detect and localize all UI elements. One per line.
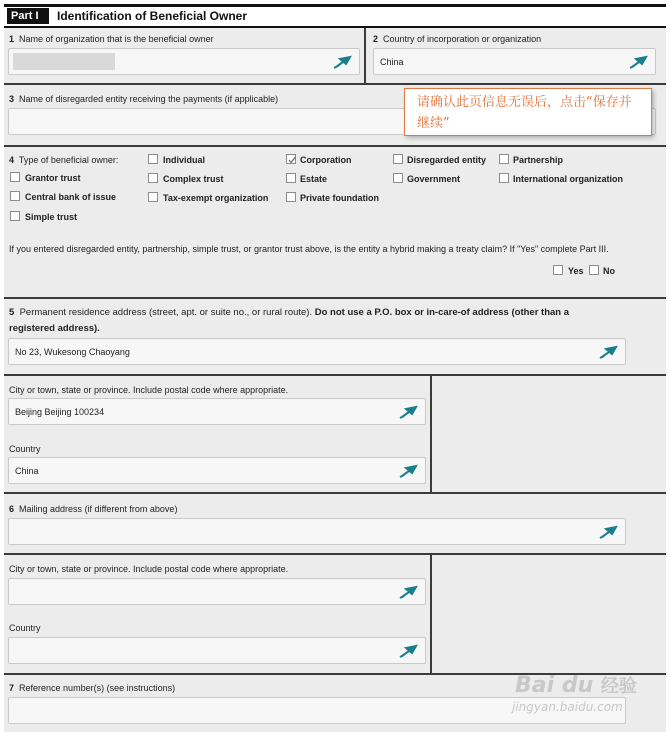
private-foundation-checkbox[interactable] — [286, 192, 296, 202]
grantor-trust-label: Grantor trust — [25, 173, 81, 183]
pen-icon[interactable] — [629, 54, 649, 70]
grantor-trust-checkbox[interactable] — [10, 172, 20, 182]
section-1-label: 1 Name of organization that is the beneficial owner — [9, 34, 214, 44]
country-incorporation-field[interactable] — [373, 48, 656, 75]
permanent-address-field[interactable] — [8, 338, 626, 365]
city-value: Beijing Beijing 100234 — [15, 407, 105, 417]
mailing-city-field[interactable] — [8, 578, 426, 605]
international-organization-checkbox[interactable] — [499, 173, 509, 183]
part-label: Part I — [7, 8, 49, 24]
pen-icon[interactable] — [399, 584, 419, 600]
mailing-country-field[interactable] — [8, 637, 426, 664]
section-2-label: 2 Country of incorporation or organization — [373, 34, 542, 44]
mailing-address-field[interactable] — [8, 518, 626, 545]
estate-checkbox[interactable] — [286, 173, 296, 183]
watermark-logo: Bai du 经验 — [515, 673, 637, 698]
org-name-field[interactable] — [8, 48, 360, 75]
country-value: China — [15, 466, 39, 476]
partnership-checkbox[interactable] — [499, 154, 509, 164]
section-5-label: 5 Permanent residence address (street, apt. or suite no., or rural route). Do not use a P.O. box or in-care-of address (other than a — [9, 307, 570, 318]
check-icon — [287, 155, 297, 165]
pen-icon[interactable] — [333, 54, 353, 70]
tax-exempt-label: Tax-exempt organization — [163, 193, 269, 203]
country-incorporation-value: China — [380, 57, 404, 67]
corporation-checkbox[interactable] — [286, 154, 296, 164]
central-bank-checkbox[interactable] — [10, 191, 20, 201]
partnership-label: Partnership — [513, 155, 564, 165]
individual-checkbox[interactable] — [148, 154, 158, 164]
section-7-label: 7 Reference number(s) (see instructions) — [9, 683, 176, 693]
watermark-url: jingyan.baidu.com — [512, 700, 623, 714]
city-field[interactable] — [8, 398, 426, 425]
disregarded-entity-checkbox[interactable] — [393, 154, 403, 164]
section-6-side — [432, 555, 666, 675]
mailing-country-label: Country — [9, 623, 41, 633]
hybrid-no-checkbox[interactable] — [589, 265, 599, 275]
hybrid-yes-label: Yes — [568, 266, 584, 276]
pen-icon[interactable] — [399, 643, 419, 659]
pen-icon[interactable] — [599, 344, 619, 360]
section-6-label: 6 Mailing address (if different from above) — [9, 504, 178, 514]
government-checkbox[interactable] — [393, 173, 403, 183]
pen-icon[interactable] — [399, 463, 419, 479]
complex-trust-label: Complex trust — [163, 174, 224, 184]
pen-icon[interactable] — [599, 524, 619, 540]
corporation-label: Corporation — [300, 155, 352, 165]
mailing-city-label: City or town, state or province. Include postal code where appropriate. — [9, 564, 289, 574]
permanent-address-value: No 23, Wukesong Chaoyang — [15, 347, 130, 357]
section-4-label: 4 Type of beneficial owner: — [9, 155, 119, 165]
government-label: Government — [407, 174, 461, 184]
section-4 — [4, 147, 666, 299]
individual-label: Individual — [163, 155, 206, 165]
country-label: Country — [9, 444, 41, 454]
part-title: Identification of Beneficial Owner — [57, 9, 248, 23]
hybrid-no-label: No — [603, 266, 615, 276]
estate-label: Estate — [300, 174, 328, 184]
central-bank-label: Central bank of issue — [25, 192, 117, 202]
section-3-label: 3 Name of disregarded entity receiving the payments (if applicable) — [9, 94, 279, 104]
section-5-label-cont: registered address). — [9, 323, 100, 334]
international-organization-label: International organization — [513, 174, 624, 184]
redacted-block — [13, 53, 115, 70]
hybrid-question: If you entered disregarded entity, partnership, simple trust, or grantor trust above, is the entity a hybrid making a treaty claim? If "Yes" complete Part III. — [9, 244, 609, 254]
hybrid-yes-checkbox[interactable] — [553, 265, 563, 275]
tax-exempt-checkbox[interactable] — [148, 192, 158, 202]
simple-trust-label: Simple trust — [25, 212, 78, 222]
country-field[interactable] — [8, 457, 426, 484]
private-foundation-label: Private foundation — [300, 193, 380, 203]
disregarded-entity-label: Disregarded entity — [407, 155, 487, 165]
simple-trust-checkbox[interactable] — [10, 211, 20, 221]
instruction-tooltip: 请确认此页信息无误后，点击“保存并继续” — [404, 88, 652, 136]
city-label: City or town, state or province. Include postal code where appropriate. — [9, 385, 289, 395]
complex-trust-checkbox[interactable] — [148, 173, 158, 183]
pen-icon[interactable] — [399, 404, 419, 420]
section-5-side — [432, 376, 666, 494]
